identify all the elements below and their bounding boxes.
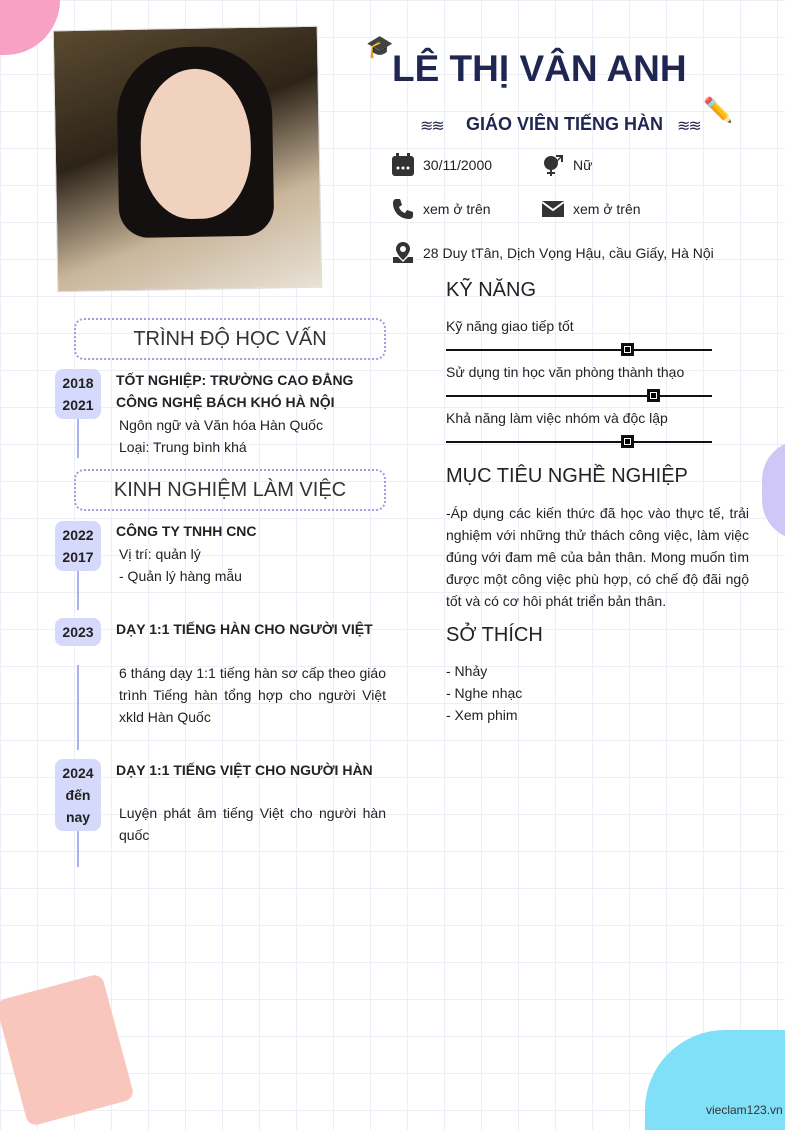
address: 28 Duy tTân, Dịch Vọng Hậu, cầu Giấy, Hà Nội [391, 241, 714, 265]
timeline-line [77, 568, 79, 610]
skill-label: Kỹ năng giao tiếp tốt [446, 318, 574, 334]
hobby-item: - Xem phim [446, 707, 518, 723]
hobby-item: - Nhảy [446, 663, 488, 679]
job-title: GIÁO VIÊN TIẾNG HÀN [466, 114, 664, 134]
experience-line: - Quản lý hàng mẫu [119, 568, 242, 584]
experience-title: DẠY 1:1 TIẾNG VIỆT CHO NGƯỜI HÀN [116, 762, 373, 778]
experience-description: 6 tháng dạy 1:1 tiếng hàn sơ cấp theo giáo trình Tiếng hàn tổng hợp cho người Việt xkld Hàn Quốc [119, 665, 386, 725]
skill-label: Sử dụng tin học văn phòng thành thạo [446, 364, 685, 380]
experience-line: Vị trí: quản lý [119, 546, 201, 562]
experience-title: CÔNG TY TNHH CNC [116, 523, 257, 539]
decor-blob-pink [0, 0, 60, 55]
envelope-icon [541, 197, 565, 221]
wave-decoration-icon: ≋≋ [420, 118, 443, 135]
experience-description: Luyện phát âm tiếng Việt cho người hàn quốc [119, 805, 386, 843]
watermark: vieclam123.vn [706, 1103, 783, 1117]
decor-book [0, 973, 135, 1127]
education-major: Ngôn ngữ và Văn hóa Hàn Quốc [119, 417, 323, 433]
timeline-line [77, 415, 79, 458]
objective-heading: MỤC TIÊU NGHỀ NGHIỆP [446, 465, 688, 487]
skills-heading: KỸ NĂNG [446, 279, 537, 301]
timeline-line [77, 665, 79, 750]
hobby-item: - Nghe nhạc [446, 685, 523, 701]
profile-photo [53, 26, 323, 293]
skill-label: Khả năng làm việc nhóm và độc lập [446, 410, 668, 426]
skill-level-knob [647, 389, 660, 402]
skill-level-knob [621, 435, 634, 448]
email: xem ở trên [541, 197, 641, 221]
candidate-name: LÊ THỊ VÂN ANH [392, 48, 687, 89]
calendar-icon [391, 153, 415, 177]
phone: xem ở trên [391, 197, 491, 221]
experience-years: 2023 [55, 618, 101, 646]
education-title: TỐT NGHIỆP: TRƯỜNG CAO ĐẲNG CÔNG NGHỆ BÁCH KHÓ HÀ NỘI [116, 372, 354, 410]
education-heading: TRÌNH ĐỘ HỌC VẤN [74, 318, 386, 360]
location-pin-icon [391, 241, 415, 265]
hobbies-heading: SỞ THÍCH [446, 624, 543, 646]
experience-heading: KINH NGHIỆM LÀM VIỆC [74, 469, 386, 511]
experience-years: 2024 đến nay [55, 759, 101, 831]
skill-bar [446, 349, 712, 351]
pencil-icon: ✏️ [703, 97, 733, 124]
skill-bar [446, 395, 712, 397]
objective-text: -Áp dụng các kiến thức đã học vào thực tế, trải nghiệm với những thử thách công việc, làm việc đúng với đam mê của bản thân. Mong muốn tìm được một công việc phù hợp, có chế độ đãi ngộ tốt và có cơ hôi phát triển bản thân. [446, 505, 749, 609]
education-years: 2018 2021 [55, 369, 101, 419]
skill-bar [446, 441, 712, 443]
experience-title: DẠY 1:1 TIẾNG HÀN CHO NGƯỜI VIỆT [116, 621, 373, 637]
graduation-cap-icon: 🎓 [366, 34, 394, 59]
skill-level-knob [621, 343, 634, 356]
decor-blob-purple [762, 440, 785, 540]
phone-icon [391, 197, 415, 221]
education-grade: Loại: Trung bình khá [119, 439, 247, 455]
gender-icon [541, 153, 565, 177]
birthday: 30/11/2000 [391, 153, 492, 177]
gender: Nữ [541, 153, 592, 177]
wave-decoration-icon: ≋≋ [677, 118, 700, 135]
timeline-line [77, 825, 79, 867]
experience-years: 2022 2017 [55, 521, 101, 571]
